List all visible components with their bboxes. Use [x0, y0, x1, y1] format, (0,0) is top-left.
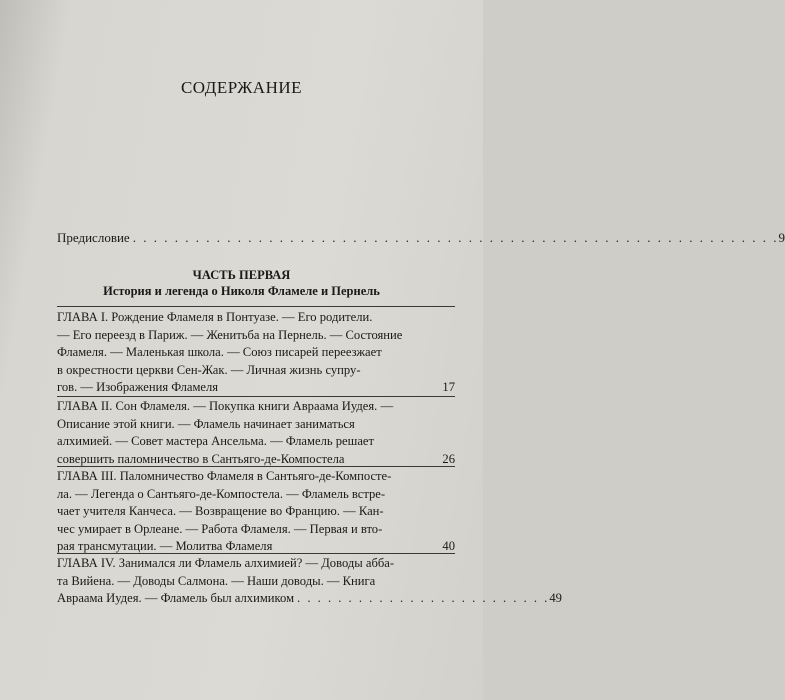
chapter-line: — Его переезд в Париж. — Женитьба на Пернель. — Состояние: [57, 327, 403, 342]
chapter-line: чает учителя Канчеса. — Возвращение во Францию. — Кан-: [57, 504, 384, 519]
chapter-line: ГЛАВА I. Рождение Фламеля в Понтуазе. — Его родители.: [57, 310, 373, 324]
toc-entry-chapter-1[interactable]: [57, 309, 455, 397]
chapter-line: ГЛАВА III. Паломничество Фламеля в Сантьяго-де-Компосте-: [57, 469, 392, 483]
chapter-line: Фламеля. — Маленькая школа. — Союз писарей переезжает: [57, 345, 382, 360]
part-heading: ЧАСТЬ ПЕРВАЯ: [192, 268, 291, 282]
toc-entry-preface[interactable]: [57, 230, 785, 246]
preface-label: Предисловие: [57, 230, 130, 245]
chapter-line: ГЛАВА II. Сон Фламеля. — Покупка книги Авраама Иудея. —: [57, 399, 394, 413]
dot-leader: . . . . . . . . . . . . . . . . . . . . . . . . .: [297, 591, 550, 606]
chapter-line: Авраама Иудея. — Фламель был алхимиком: [57, 591, 295, 606]
chapter-page: 49: [549, 591, 562, 606]
chapter-divider: [57, 306, 455, 307]
part-heading-block: [0, 267, 483, 299]
chapter-line: в окрестности церкви Сен-Жак. — Личная жизнь супру-: [57, 362, 361, 377]
chapter-line: чес умирает в Орлеане. — Работа Фламеля. — Первая и вто-: [57, 521, 383, 536]
chapter-line: алхимией. — Совет мастера Ансельма. — Фламель решает: [57, 434, 375, 449]
preface-page: 9: [778, 230, 785, 245]
chapter-last-line: [57, 379, 455, 397]
chapter-line: совершить паломничество в Сантьяго-де-Компостела: [57, 451, 345, 466]
dot-leader: . . . . . . . . . . . . . . . . . . . . . . . . . . . . . . . . . . . . . . . . . . . . . . . . . . . . . . . . . . . . . .: [132, 230, 779, 245]
toc-title: СОДЕРЖАНИЕ: [180, 78, 303, 97]
chapter-last-line: [57, 590, 562, 608]
toc-entry-chapter-4[interactable]: [57, 555, 562, 608]
chapter-line: та Вийена. — Доводы Салмона. — Наши доводы. — Книга: [57, 573, 376, 588]
part-subtitle: История и легенда о Николя Фламеле и Пернель: [103, 284, 380, 298]
toc-entry-chapter-2[interactable]: [57, 398, 455, 468]
chapter-line: Описание этой книги. — Фламель начинает заниматься: [57, 416, 355, 431]
chapter-line: рая трансмутации. — Молитва Фламеля: [57, 539, 273, 554]
chapter-page: 17: [442, 380, 455, 395]
chapter-page: 26: [442, 451, 455, 466]
chapter-line: ла. — Легенда о Сантьяго-де-Компостела. — Фламель встре-: [57, 486, 386, 501]
toc-entry-chapter-3[interactable]: [57, 468, 455, 556]
chapter-divider: [57, 553, 455, 554]
chapter-page: 40: [442, 539, 455, 554]
chapter-divider: [57, 466, 455, 467]
chapter-line: гов. — Изображения Фламеля: [57, 380, 219, 395]
chapter-divider: [57, 396, 455, 397]
chapter-line: ГЛАВА IV. Занимался ли Фламель алхимией? — Доводы абба-: [57, 556, 395, 570]
